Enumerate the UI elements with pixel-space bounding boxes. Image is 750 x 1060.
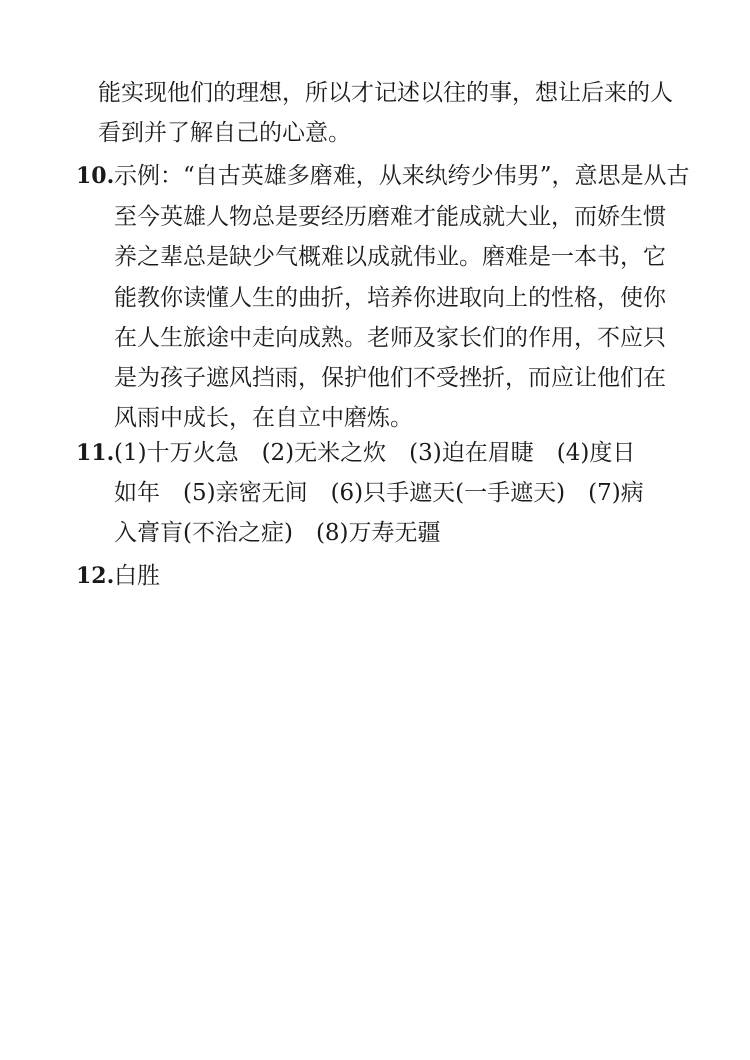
line-text: 在人生旅途中走向成熟。老师及家长们的作用，不应只	[114, 325, 666, 351]
line-text: 看到并了解自己的心意。	[98, 120, 351, 146]
line-text: 风雨中成长，在自立中磨炼。	[114, 405, 413, 431]
line-text: 是为孩子遮风挡雨，保护他们不受挫折，而应让他们在	[114, 365, 666, 391]
answer-item-12	[0, 557, 750, 595]
paragraph-line	[0, 114, 750, 152]
line-text: 能实现他们的理想，所以才记述以往的事，想让后来的人	[98, 80, 673, 106]
item-number: 12.	[76, 563, 115, 589]
line-text: 如年 (5)亲密无间 (6)只手遮天(一手遮天) (7)病	[114, 480, 644, 506]
item-number: 11.	[76, 440, 115, 466]
line-text: 入膏肓(不治之症) (8)万寿无疆	[114, 520, 441, 546]
paragraph-line	[0, 74, 750, 112]
line-text: (1)十万火急 (2)无米之炊 (3)迫在眉睫 (4)度日	[114, 440, 636, 466]
answer-item-11	[0, 434, 750, 472]
line-text: 白胜	[114, 563, 160, 589]
item-number: 10.	[76, 163, 115, 189]
line-text: 能教你读懂人生的曲折，培养你进取向上的性格，使你	[114, 285, 666, 311]
line-text: 至今英雄人物总是要经历磨难才能成就大业，而娇生惯	[114, 204, 666, 230]
paragraph-line	[0, 198, 750, 236]
paragraph-line	[0, 399, 750, 437]
paragraph-line	[0, 279, 750, 317]
answer-item-10	[0, 157, 750, 195]
line-text: 示例：“自古英雄多磨难，从来纨绔少伟男”，意思是从古	[114, 163, 690, 189]
paragraph-line	[0, 319, 750, 357]
paragraph-line	[0, 359, 750, 397]
paragraph-line	[0, 474, 750, 512]
paragraph-line	[0, 238, 750, 276]
paragraph-line	[0, 514, 750, 552]
line-text: 养之辈总是缺少气概难以成就伟业。磨难是一本书，它	[114, 244, 666, 270]
